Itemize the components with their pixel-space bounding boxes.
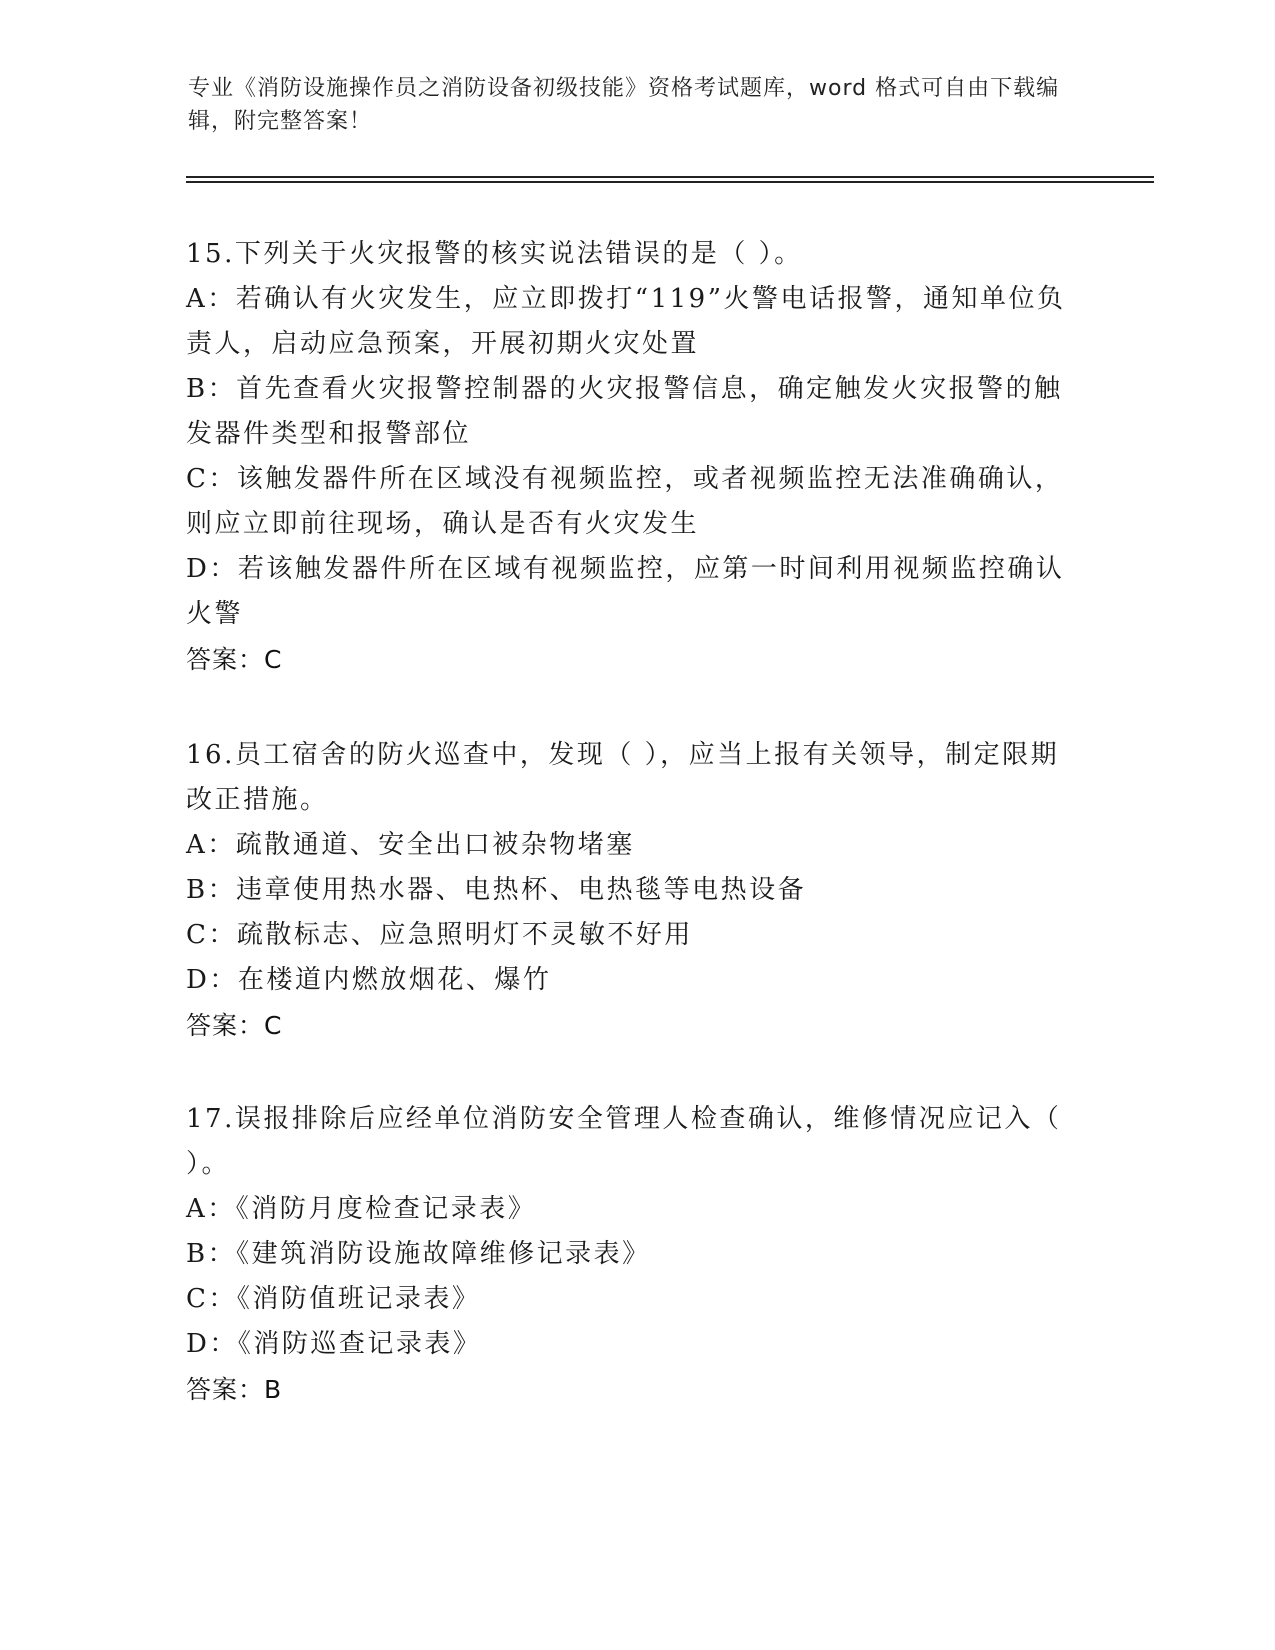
- answer: 答案：B: [186, 1375, 283, 1404]
- question-15: [186, 232, 1086, 682]
- option-d: D：若该触发器件所在区域有视频监控，应第一时间利用视频监控确认火警: [186, 554, 1065, 629]
- option-c: C：《消防值班记录表》: [186, 1284, 481, 1314]
- question-stem: 16.员工宿舍的防火巡查中，发现（ ），应当上报有关领导，制定限期改正措施。: [186, 740, 1060, 815]
- option-b: B：首先查看火灾报警控制器的火灾报警信息，确定触发火灾报警的触发器件类型和报警部位: [186, 374, 1063, 449]
- answer: 答案：C: [186, 1011, 283, 1040]
- header-divider-top: [186, 176, 1154, 178]
- answer: 答案：C: [186, 645, 283, 674]
- question-stem: 17.误报排除后应经单位消防安全管理人检查确认，维修情况应记入（ ）。: [186, 1104, 1062, 1179]
- question-17: [186, 1097, 1086, 1412]
- header-divider-bottom: [186, 181, 1154, 183]
- option-c: C：该触发器件所在区域没有视频监控，或者视频监控无法准确确认，则应立即前往现场，确认是否有火灾发生: [186, 464, 1064, 539]
- option-a: A：《消防月度检查记录表》: [186, 1194, 537, 1224]
- document-header: 专业《消防设施操作员之消防设备初级技能》资格考试题库，word 格式可自由下载编辑，附完整答案！: [188, 76, 1060, 134]
- question-stem: 15.下列关于火灾报警的核实说法错误的是（ ）。: [186, 239, 803, 269]
- option-b: B：违章使用热水器、电热杯、电热毯等电热设备: [186, 875, 807, 905]
- option-a: A：疏散通道、安全出口被杂物堵塞: [186, 830, 635, 860]
- option-d: D：在楼道内燃放烟花、爆竹: [186, 965, 552, 995]
- option-a: A：若确认有火灾发生，应立即拨打“119”火警电话报警，通知单位负责人，启动应急预案，开展初期火灾处置: [186, 284, 1066, 359]
- option-b: B：《建筑消防设施故障维修记录表》: [186, 1239, 651, 1269]
- question-16: [186, 733, 1086, 1048]
- option-c: C：疏散标志、应急照明灯不灵敏不好用: [186, 920, 693, 950]
- option-d: D：《消防巡查记录表》: [186, 1329, 482, 1359]
